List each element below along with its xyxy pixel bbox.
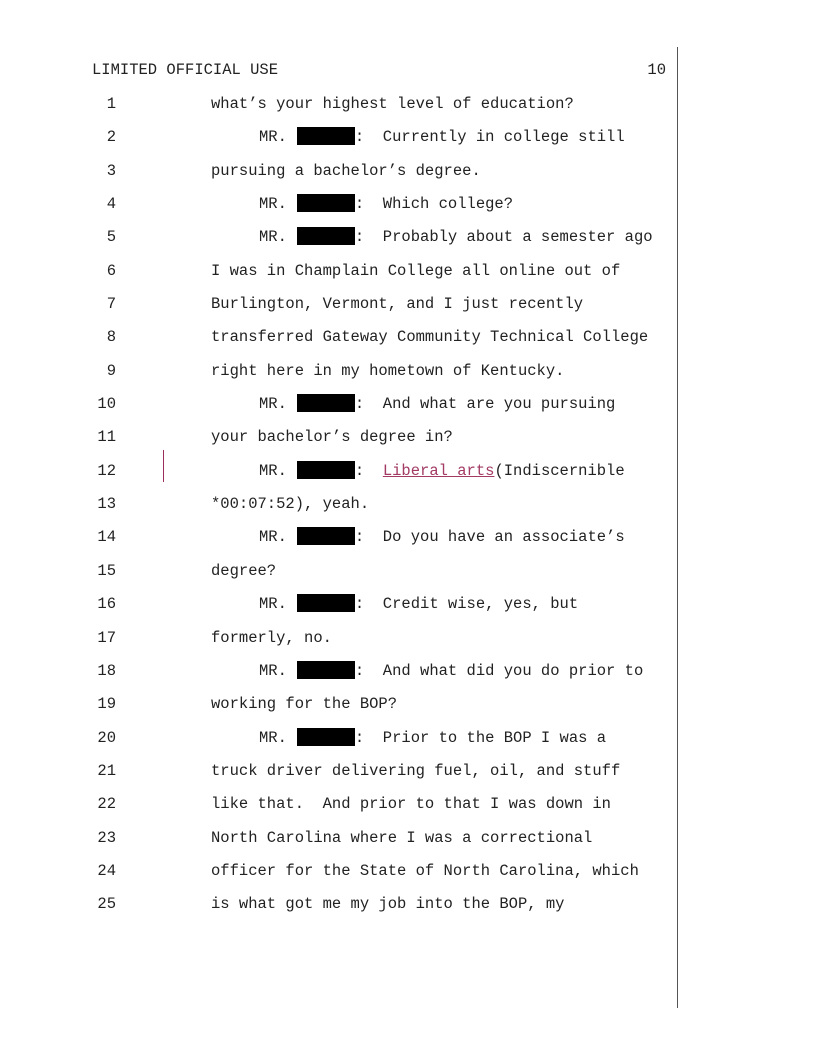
transcript-line — [211, 694, 681, 727]
speaker-label: MR. — [259, 595, 287, 614]
transcript-line — [211, 161, 681, 194]
line-number: 13 — [97, 495, 116, 514]
speech-text: : — [354, 461, 383, 480]
line-number: 9 — [106, 361, 116, 380]
line-number: 16 — [97, 595, 116, 614]
transcript-line — [211, 561, 681, 594]
line-number: 21 — [97, 761, 116, 780]
transcript-line — [211, 294, 681, 327]
speaker-label: MR. — [259, 128, 287, 147]
transcript-line — [211, 227, 681, 260]
redacted-name — [297, 127, 355, 145]
speech-text: : Do you have an associate’s — [354, 528, 625, 547]
line-number: 10 — [97, 395, 116, 414]
transcript-line — [211, 828, 681, 861]
transcript-line — [211, 194, 681, 227]
line-number: 7 — [106, 295, 116, 314]
line-number: 3 — [106, 161, 116, 180]
line-number: 4 — [106, 195, 116, 214]
redacted-name — [297, 194, 355, 212]
speech-text: working for the BOP? — [211, 695, 398, 714]
redacted-name — [297, 527, 355, 545]
speech-text: transferred Gateway Community Technical College — [211, 328, 649, 347]
speech-text: : Currently in college still — [354, 128, 625, 147]
speech-text: : And what are you pursuing — [354, 395, 616, 414]
line-number: 6 — [106, 261, 116, 280]
transcript-line — [211, 861, 681, 894]
line-number: 12 — [97, 461, 116, 480]
transcript-line — [211, 628, 681, 661]
transcript-line — [211, 461, 681, 494]
line-number: 19 — [97, 695, 116, 714]
redacted-name — [297, 394, 355, 412]
classification-header: LIMITED OFFICIAL USE — [92, 61, 279, 79]
transcript-line — [211, 494, 681, 527]
speech-text: : Probably about a semester ago — [354, 228, 653, 247]
speech-text: (Indiscernible — [494, 461, 625, 480]
line-number: 5 — [106, 228, 116, 247]
redacted-name — [297, 594, 355, 612]
redacted-name — [297, 461, 355, 479]
transcript-line — [211, 728, 681, 761]
transcript-line — [211, 661, 681, 694]
transcript-body — [211, 94, 681, 928]
redacted-name — [297, 227, 355, 245]
speaker-label: MR. — [259, 661, 287, 680]
speech-text: right here in my hometown of Kentucky. — [211, 361, 565, 380]
line-number: 22 — [97, 795, 116, 814]
line-number: 25 — [97, 895, 116, 914]
line-number: 1 — [106, 95, 116, 113]
speech-text: : And what did you do prior to — [354, 661, 644, 680]
question-text: what’s your highest level of education? — [211, 95, 574, 113]
redacted-name — [297, 728, 355, 746]
speaker-label: MR. — [259, 195, 287, 214]
line-number: 2 — [106, 128, 116, 147]
redacted-name — [297, 661, 355, 679]
speaker-label: MR. — [259, 395, 287, 414]
transcript-line — [211, 361, 681, 394]
transcript-line — [211, 394, 681, 427]
speaker-label: MR. — [259, 728, 287, 747]
speech-text: : Which college? — [354, 195, 514, 214]
transcript-line — [211, 594, 681, 627]
revision-change-bar — [163, 450, 164, 482]
transcript-line — [211, 794, 681, 827]
speech-text: North Carolina where I was a correctional — [211, 828, 593, 847]
speech-text: I was in Champlain College all online out of — [211, 261, 621, 280]
transcript-line — [211, 94, 681, 127]
speech-text: Burlington, Vermont, and I just recently — [211, 295, 584, 314]
line-number-column — [92, 94, 116, 928]
speaker-label: MR. — [259, 228, 287, 247]
line-number: 18 — [97, 661, 116, 680]
transcript-line — [211, 327, 681, 360]
speech-text: like that. And prior to that I was down in — [211, 795, 611, 814]
line-number: 24 — [97, 861, 116, 880]
line-number: 23 — [97, 828, 116, 847]
speech-text: : Prior to the BOP I was a — [354, 728, 607, 747]
transcript-line — [211, 127, 681, 160]
speech-text: your bachelor’s degree in? — [211, 428, 453, 447]
line-number: 11 — [97, 428, 116, 447]
speech-text: truck driver delivering fuel, oil, and stuff — [211, 761, 621, 780]
line-number: 20 — [97, 728, 116, 747]
line-number: 14 — [97, 528, 116, 547]
speaker-label: MR. — [259, 461, 287, 480]
speech-text: *00:07:52), yeah. — [211, 495, 370, 514]
speech-text: is what got me my job into the BOP, my — [211, 895, 565, 914]
speech-text: officer for the State of North Carolina, which — [211, 861, 639, 880]
speech-text: pursuing a bachelor’s degree. — [211, 161, 481, 180]
line-number: 8 — [106, 328, 116, 347]
page-number: 10 — [647, 61, 666, 79]
transcript-line — [211, 527, 681, 560]
speech-text: degree? — [211, 561, 277, 580]
speech-text: : Credit wise, yes, but — [354, 595, 579, 614]
line-number: 15 — [97, 561, 116, 580]
transcript-line — [211, 427, 681, 460]
line-number: 17 — [97, 628, 116, 647]
speech-text: formerly, no. — [211, 628, 332, 647]
transcript-line — [211, 761, 681, 794]
speaker-label: MR. — [259, 528, 287, 547]
transcript-line — [211, 261, 681, 294]
liberal-arts-link[interactable]: Liberal arts — [382, 461, 495, 480]
transcript-line — [211, 894, 681, 927]
